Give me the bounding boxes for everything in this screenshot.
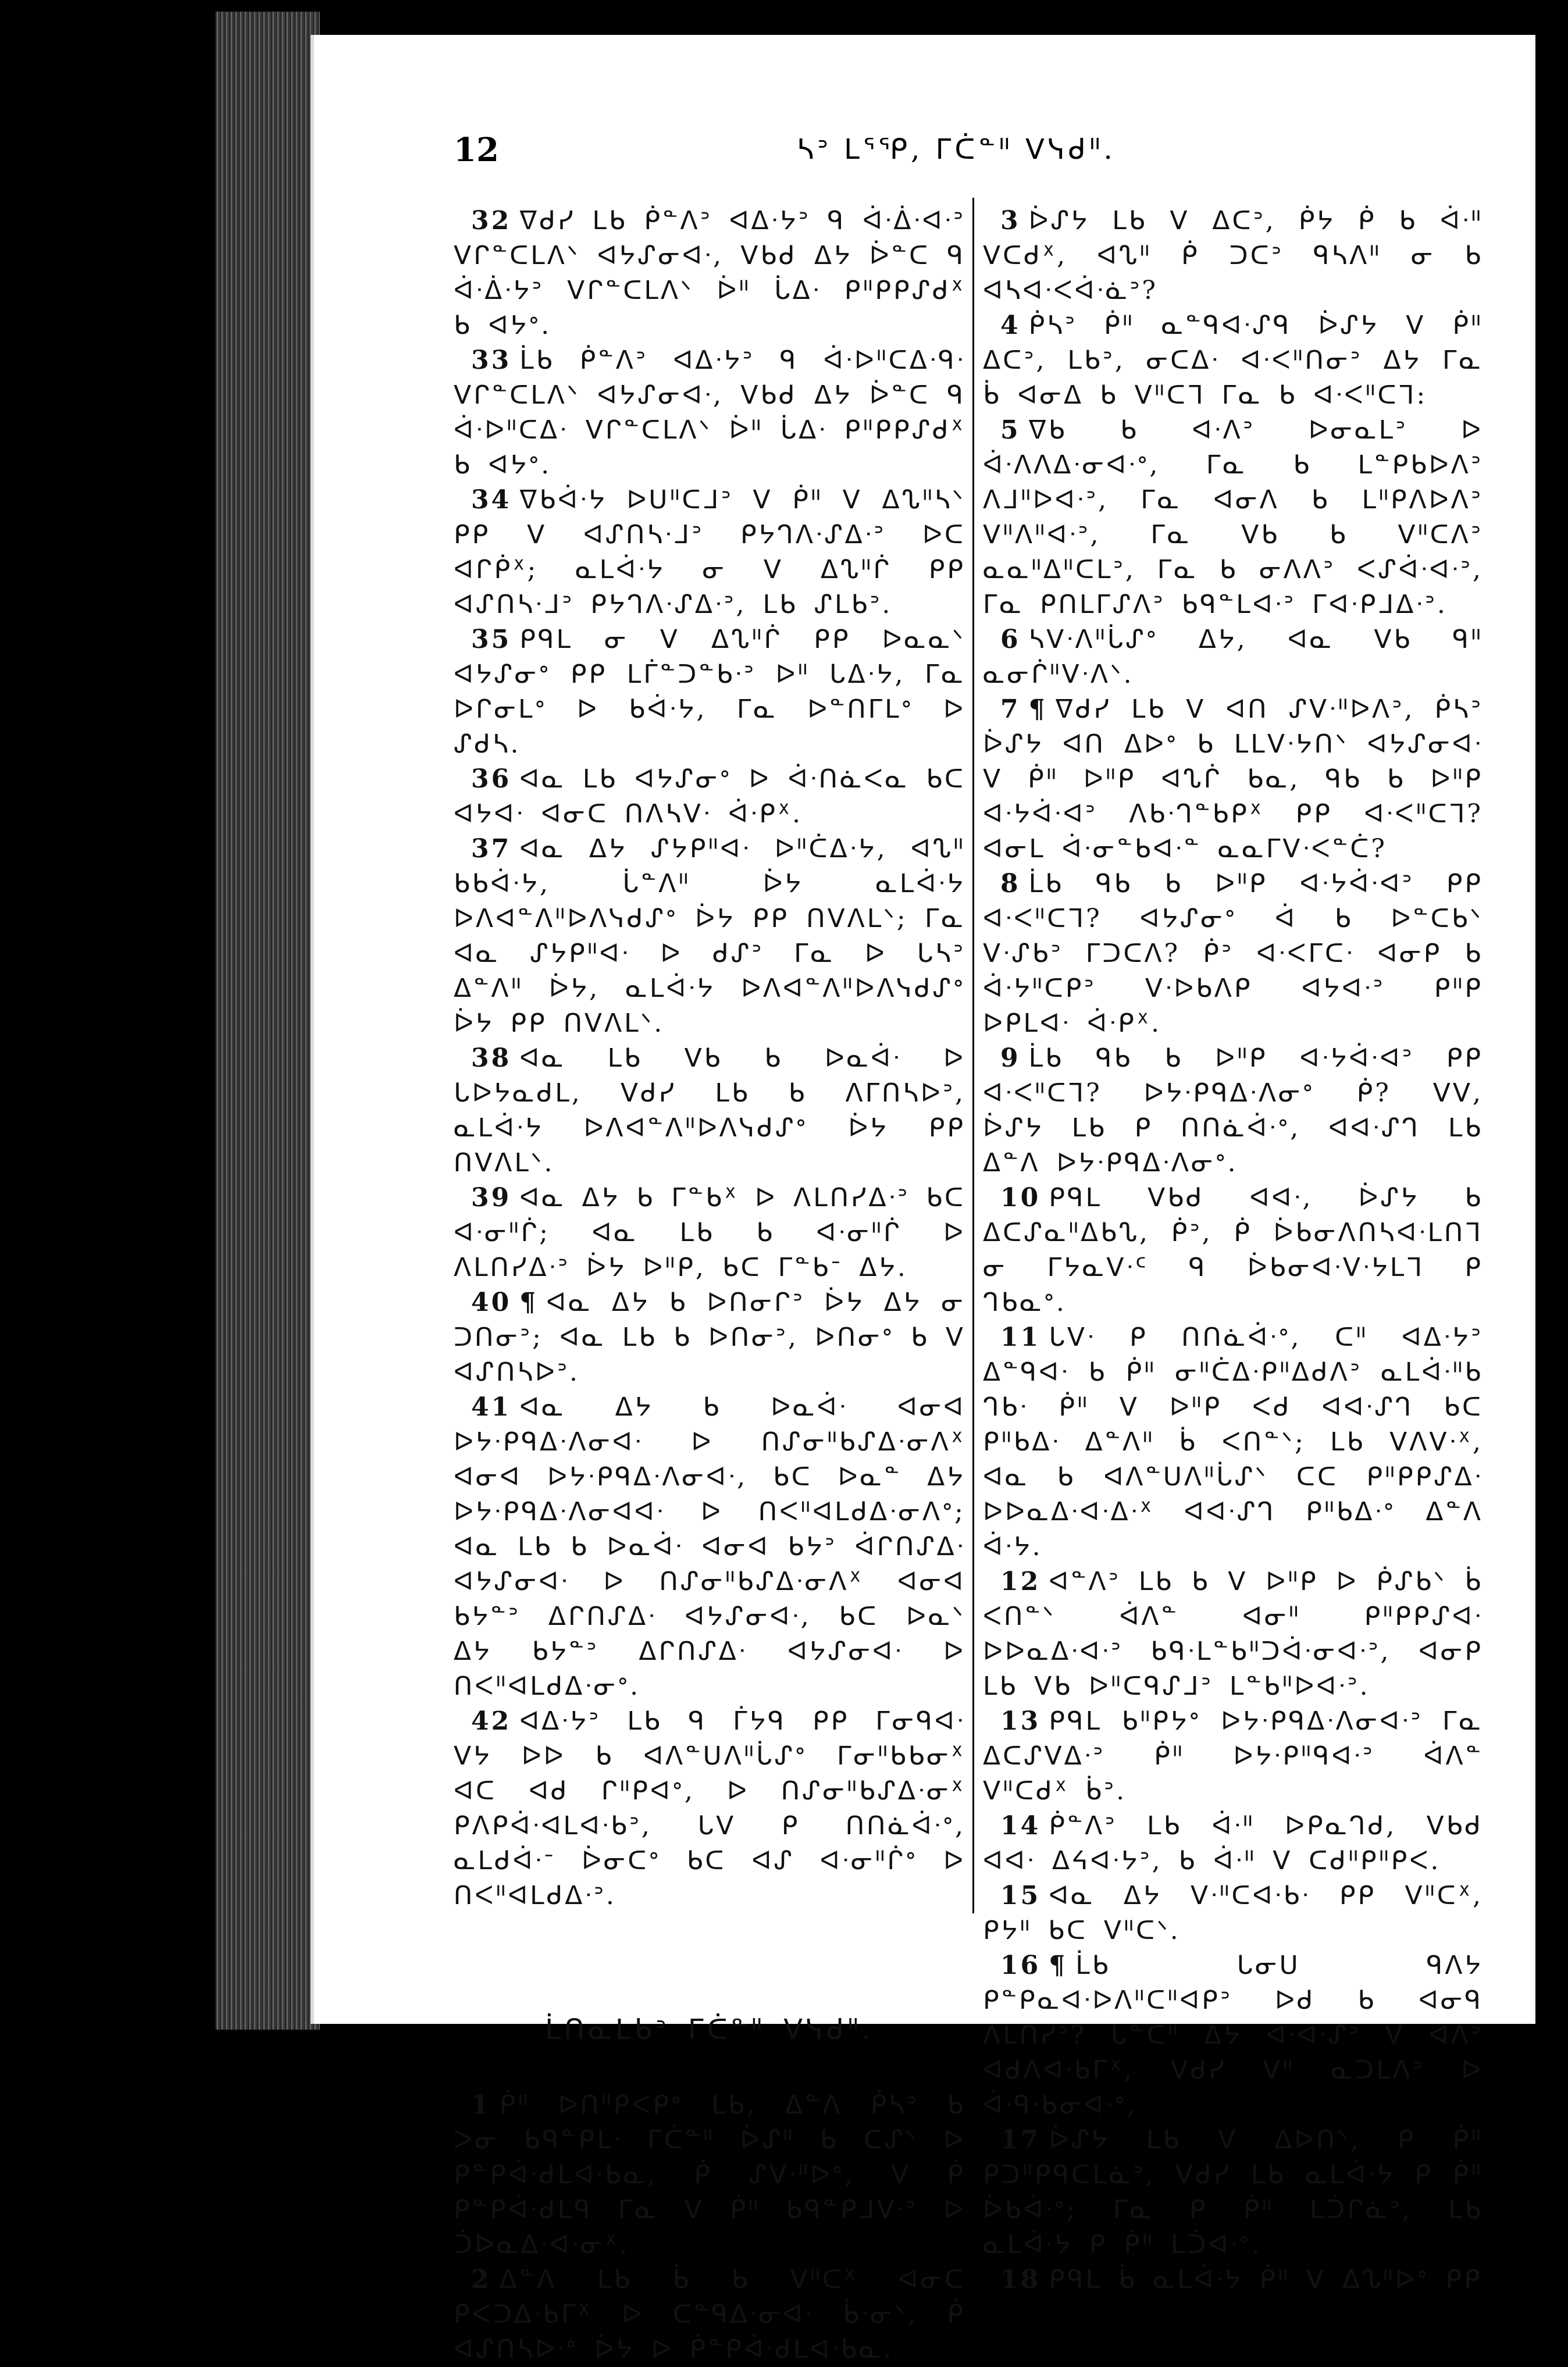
verse-text: ᒫᑲ ᒐᓂᑌ ᑫᐱᔭ ᑭᓐᑭᓇᐊᐧᐅᐱᐦᑕᐦᐊᑭᐣ ᐅᑯ ᑲ ᐊᓂᑫ ᐱᒪᑎᓯᐣ? ᒐᓐᑕᐦ ᐃᔭ ᐊᐧᐊᐧᔑᐣ ᐯ ᐊᐱᐣ ᐊᑯᐱᐊᐧᑲᒥᕽ, ᐯᑯᓯ ᐯᐦ ᓇᑐᒪᐱᐣ ᐅ ᐋᐧᑫᐧᑲᓂᐊᐧᐤ, bbox=[983, 1951, 1483, 2120]
verse bbox=[454, 2262, 965, 2367]
verse bbox=[983, 2262, 1483, 2297]
verse-text: ᑭᑫᒪ ᑲᐦᑭᔭᐤ ᐅᔭᐧᑭᑫᐃᐧᐱᓂᐊᐧᐣ ᒥᓇ ᐃᑕᔑᐯᐃᐧᐣ ᑮᐦ ᐅᔭᐧᑭᐦᑫᐊᐧᐣ ᐋᐱᓐ ᐯᐦᑕᑯᕽ ᑳᐣ. bbox=[983, 1706, 1483, 1806]
verse-text: ᐊᓇ ᒪᑲ ᐊᔭᔑᓂᐤ ᐅ ᐋᐧᑎᓈᐸᓇ ᑲᑕ ᐊᔭᐊᐧ ᐊᓂᑕ ᑎᐱᓴᐯᐧ ᐋᐧᑭᕽ. bbox=[454, 764, 965, 829]
verse-number: 4 bbox=[1000, 311, 1021, 340]
verse bbox=[983, 622, 1483, 692]
verse bbox=[454, 1390, 965, 1704]
verse bbox=[454, 343, 965, 483]
verse bbox=[983, 413, 1483, 622]
verse-text: ᐁᑯᓯ ᒪᑲ ᑮᓐᐱᐣ ᐊᐃᐧᔭᐣ ᑫ ᐋᐧᐄᐧᐊᐧᐣ ᐯᒋᓐᑕᒪᐱᐠ ᐊᔭᔑᓂᐊᐧ, ᐯᑲᑯ ᐃᔭ ᐆᓐᑕ ᑫ ᐋᐧᐄᐧᔭᐣ ᐯᒋᓐᑕᒪᐱᐠ ᐆᐦ ᒑᐃᐧ ᑭᐦᑭᑭᔑᑯᕽ ᑲ ᐊᔭᐤ. bbox=[454, 206, 965, 340]
verse bbox=[454, 622, 965, 762]
left-column bbox=[454, 204, 965, 2367]
verse-text: ᐊᐃᐧᔭᐣ ᒪᑲ ᑫ ᒦᔭᑫ ᑭᑭ ᒥᓂᑫᐊᐧ ᐯᔭ ᐅᐅ ᑲ ᐊᐱᓐᑌᐱᐦᒑᔑᐤ ᒥᓂᐦᑲᑲᓂᕽ ᐊᑕ ᐊᑯ ᒋᐦᑭᐊᐤ, ᐅ ᑎᔑᓂᐦᑲᔑᐃᐧᓂᕽ ᑭᐱᑭᐋᐧᐊᒪᐊᐧᑲᐣ, ᒐᐯ ᑭ ᑎᑎᓈᐋᐧᐤ, ᓇᒪᑯᐋᐧᐨ ᐆᓂᑕᐤ ᑲᑕ ᐊᔑ ᐊᐧᓂᐦᒌᐤ ᐅ ᑎᐸᐦᐊᒪᑯᐃᐧᐣ. bbox=[454, 1706, 966, 1910]
verse bbox=[983, 692, 1483, 867]
verse-number: 34 bbox=[471, 485, 512, 515]
verse bbox=[454, 1704, 965, 1913]
verse bbox=[983, 1878, 1483, 1948]
verse bbox=[454, 1041, 965, 1181]
verse-text: ᑭᑫᒪ ᐯᑲᑯ ᐊᐊᐧ, ᐆᔑᔭ ᑲ ᐃᑕᔑᓇᐦᐃᑲᔐ, ᑮᐣ, ᑮ ᐆᑲᓂᐱᑎᓴᐊᐧᒪᑎᒣ ᓂ ᒥᔭᓇᐯᐧᑦ ᑫ ᐆᑲᓂᐊᐧᐯᐧᔭᒪᒣ ᑭ ᒉᑲᓇᐤ. bbox=[983, 1183, 1483, 1317]
verse-number: 18 bbox=[1000, 2265, 1041, 2294]
verse-text: ᐁᑯᓯ ᒪᑲ ᐯ ᐊᑎ ᔑᐯᐧᐦᐅᐱᐣ, ᑮᓴᐣ ᐆᔑᔭ ᐊᑎ ᐃᐅᐤ ᑲ ᒪᒪᐯᐧᔭᑎᐠ ᐊᔭᔑᓂᐊᐧ ᐯ ᑮᐦ ᐅᐦᑭ ᐊᔐᒌ ᑲᓇ, ᑫᑲ ᑲ ᐅᐦᑭ ᐊᐧᔭᐋᐧᐊᐣ ᐱᑲᐧᒉᓐᑲᑭᕽ ᑭᑭ ᐊᐧᐸᐦᑕᒣ? ᐊᓂᒪ ᐋᐧᓂᓐᑲᐊᐧᓐ ᓇᓇᒥᐯᐧᐸᓐᑖ? bbox=[983, 694, 1483, 864]
verse-text: ᒐᐯᐧ ᑭ ᑎᑎᓈᐋᐧᐤ, ᑕᐦ ᐊᐃᐧᔭᐣ ᐃᓐᑫᐊᐧ ᑲ ᑮᐦ ᓂᐦᑖᐃᐧᑭᐦᐃᑯᐱᐣ ᓇᒪᐋᐧᐦᑲ ᒉᑲᐧ ᑮᐦ ᐯ ᐅᐦᑭ ᐸᑯ ᐊᐊᐧᔑᒉ ᑲᑕ ᑭᐦᑲᐃᐧ ᐃᓐᐱᐦ ᑳ ᐸᑎᓐᐠ; ᒪᑲ ᐯᐱᐯᐧᕽ, ᐊᓇ ᑲ ᐊᐱᓐᑌᐱᐦᒑᔑᐠ ᑕᑕ ᑭᐦᑭᑭᔑᐃᐧ ᐅᐅᓇᐃᐧᐊᐧᐃᐧᕽ ᐊᐊᐧᔑᒉ ᑭᐦᑲᐃᐧᐤ ᐃᓐᐱ ᐋᐧᔭ. bbox=[983, 1322, 1483, 1562]
book-page-edges bbox=[215, 12, 320, 2030]
verse-number: 37 bbox=[471, 834, 512, 864]
verse-text: ᐊᓇ ᐃᔭ ᑲ ᐅᑎᓂᒋᐣ ᐆᔭ ᐃᔭ ᓂ ᑐᑎᓂᐣ; ᐊᓇ ᒪᑲ ᑲ ᐅᑎᓂᐣ, ᐅᑎᓂᐤ ᑲ ᐯ ᐊᔑᑎᓴᐅᐣ. bbox=[454, 1288, 965, 1387]
verse bbox=[454, 762, 965, 832]
chapter-title: ᒫᑎᓇᒪᑲᐣ ᒥᑖᓐᐦ ᐯᓭᑯᐦ. bbox=[545, 2013, 874, 2046]
verse bbox=[454, 2088, 965, 2262]
right-verses bbox=[983, 204, 1483, 2297]
verse-text: ᐊᓇ ᐃᔭ ᑲ ᒥᓐᑲᕽ ᐅ ᐱᒪᑎᓯᐃᐧᐣ ᑲᑕ ᐊᐧᓂᐦᒌ; ᐊᓇ ᒪᑲ ᑲ ᐊᐧᓂᐦᒌ ᐅ ᐱᒪᑎᓯᐃᐧᐣ ᐆᔭ ᐅᐦᑭ, ᑲᑕ ᒥᓐᑲᐨ ᐃᔭ. bbox=[454, 1183, 966, 1282]
verse bbox=[454, 832, 965, 1041]
verse-number: 2 bbox=[471, 2265, 491, 2294]
verse-number: 10 bbox=[1000, 1183, 1041, 1213]
verse-text: ᒫᑲ ᑫᑲ ᑲ ᐅᐦᑭ ᐊᐧᔭᐋᐧᐊᐣ ᑭᑭ ᐊᐧᐸᐦᑕᒣ? ᐅᔭᐧᑭᑫᐃᐧᐱᓂᐤ ᑮ? ᐯᐯ, ᐆᔑᔭ ᒪᑲ ᑭ ᑎᑎᓈᐋᐧᐤ, ᐊᐊᐧᔑᒉ ᒪᑲ ᐃᓐᐱ ᐅᔭᐧᑭᑫᐃᐧᐱᓂᐤ. bbox=[983, 1043, 1483, 1178]
verse-number: 8 bbox=[1000, 869, 1021, 899]
verse-number: 35 bbox=[471, 625, 512, 654]
verse-number: 36 bbox=[471, 764, 512, 794]
verse-number: 33 bbox=[471, 345, 512, 375]
verse-text: ᑮᓴᐣ ᑮᐦ ᓇᓐᑫᐊᐧᔑᑫ ᐆᔑᔭ ᐯ ᑮᐦ ᐃᑕᐣ, ᒪᑲᐣ, ᓂᑕᐃᐧ ᐊᐧᐸᐦᑎᓂᐣ ᐃᔭ ᒥᓇ ᑳ ᐊᓂᐃ ᑲ ᐯᐦᑕᒣ ᒥᓇ ᑲ ᐊᐧᐸᐦᑕᒣ: bbox=[983, 311, 1483, 410]
verse bbox=[983, 1948, 1483, 2123]
verse-text: ᐁᑲᐋᐧᔭ ᐅᑌᐦᑕᒧᐣ ᐯ ᑮᐦ ᐯ ᐃᔐᐦᓴᐠ ᑭᑭ ᐯ ᐊᔑᑎᓴᐧᒧᐣ ᑭᔭᒉᐱᐧᔑᐃᐧᐣ ᐅᑕ ᐊᒋᑮᕽ; ᓇᒪᐋᐧᔭ ᓂ ᐯ ᐃᔐᐦᒌ ᑭᑭ ᐊᔑᑎᓴᐧᒧᐣ ᑭᔭᒉᐱᐧᔑᐃᐧᐣ, ᒪᑲ ᔑᒪᑲᐣ. bbox=[454, 485, 965, 619]
left-verses-after bbox=[454, 2088, 965, 2367]
verse-number: 41 bbox=[471, 1392, 512, 1422]
paragraph-mark: ¶ bbox=[519, 1288, 539, 1317]
verse-text: ᐆᔑᔭ ᒪᑲ ᐯ ᐃᑕᐣ, ᑮᔭ ᑮ ᑲ ᐋᐧᐦ ᐯᑕᑯᕽ, ᐊᔐᐦ ᑮ ᑐᑕᐣ ᑫᓴᐱᐦ ᓂ ᑲ ᐊᓴᐊᐧᐸᐋᐧᓈᐣ? bbox=[983, 206, 1483, 305]
verse-text: ᒫᑲ ᑮᓐᐱᐣ ᐊᐃᐧᔭᐣ ᑫ ᐋᐧᐅᐦᑕᐃᐧᑫᐧ ᐯᒋᓐᑕᒪᐱᐠ ᐊᔭᔑᓂᐊᐧ, ᐯᑲᑯ ᐃᔭ ᐆᓐᑕ ᑫ ᐋᐧᐅᐦᑕᐃᐧ ᐯᒋᓐᑕᒪᐱᐠ ᐆᐦ ᒑᐃᐧ ᑭᐦᑭᑭᔑᑯᕽ ᑲ ᐊᔭᐤ. bbox=[454, 345, 965, 480]
verse bbox=[454, 483, 965, 622]
verse bbox=[983, 1704, 1483, 1809]
verse-number: 9 bbox=[1000, 1043, 1021, 1073]
verse-number: 11 bbox=[1000, 1322, 1041, 1352]
verse-number: 12 bbox=[1000, 1567, 1041, 1596]
verse-number: 17 bbox=[1000, 2125, 1041, 2155]
verse bbox=[983, 1181, 1483, 1320]
verse-number: 42 bbox=[471, 1706, 512, 1736]
verse-number: 13 bbox=[1000, 1706, 1041, 1736]
verse bbox=[983, 308, 1483, 413]
verse bbox=[983, 1564, 1483, 1704]
verse-text: ᑮᓐᐱᐣ ᒪᑲ ᐋᐧᐦ ᐅᑭᓇᒉᑯ, ᐯᑲᑯ ᐊᐊᐧ ᐃᔦᐊᐧᔭᐣ, ᑲ ᐋᐧᐦ ᐯ ᑕᑯᐦᑭᐦᑭᐸ. bbox=[983, 1811, 1483, 1876]
verse bbox=[983, 867, 1483, 1041]
verse-text: ᑭᑫᒪ ᓂ ᐯ ᐃᔐᐦᒌ ᑭᑭ ᐅᓇᓇᐠ ᐊᔭᔑᓂᐤ ᑭᑭ ᒪᒦᓐᑐᓐᑲᐧᐣ ᐅᐦ ᒐᐃᐧᔭ, ᒥᓇ ᐅᒋᓂᒪᐤ ᐅ ᑲᐋᐧᔭ, ᒥᓇ ᐅᓐᑎᒥᒪᐤ ᐅ ᔑᑯᓴ. bbox=[454, 625, 965, 759]
verse bbox=[454, 1285, 965, 1390]
verse-number: 6 bbox=[1000, 625, 1021, 654]
verse-number: 39 bbox=[471, 1183, 512, 1213]
paragraph-mark: ¶ bbox=[1028, 694, 1047, 724]
paragraph-mark: ¶ bbox=[1049, 1951, 1068, 1980]
verse-number: 3 bbox=[1000, 206, 1021, 236]
right-column bbox=[983, 204, 1483, 2297]
verse-text: ᐃᓐᐱ ᒪᑲ ᑳ ᑲ ᐯᐦᑕᕽ ᐊᓂᑕ ᑭᐸᑐᐃᐧᑲᒥᕽ ᐅ ᑕᓐᑫᐃᐧᓂᐊᐧ ᑳᐧᓂᐠ, ᑮ ᐊᔑᑎᓴᐅᐧᐤ ᐆᔭ ᐅ ᑮᓐᑭᐋᐧᑯᒪᐊᐧᑲᓇ. bbox=[454, 2265, 965, 2364]
verse bbox=[983, 1320, 1483, 1564]
verse-text: ᑮᐦ ᐅᑎᐦᑭᐸᑭᐤ ᒪᑲ, ᐃᓐᐱ ᑮᓴᐣ ᑲ ᐳᓂ ᑲᑫᓐᑭᒪᐧ ᒥᑖᓐᐦ ᐆᔑᐦ ᑲ ᑕᔑᐠ ᐅ ᑭᓐᑭᐋᐧᑯᒪᐊᐧᑲᓇ, ᑮ ᔑᐯᐧᐦᐅᐤ, ᐯ ᑮ ᑭᓐᑭᐋᐧᑯᒪᑫ ᒥᓇ ᐯ ᑮᐦ ᑲᑫᓐᑭᒧᐯᐧᐣ ᐅ ᑑᐅᓇᐃᐧᐊᐧᓂᕽ. bbox=[454, 2090, 965, 2259]
verse-number: 5 bbox=[1000, 415, 1021, 445]
scan-edge bbox=[1551, 0, 1568, 2075]
left-verses bbox=[454, 204, 965, 1913]
verse-text: ᑭᑫᒪ ᑳ ᓇᒪᐋᐧᔭ ᑮᐦ ᐯ ᐃᔐᐦᐅᐤ ᑭᑭ bbox=[1049, 2265, 1483, 2294]
running-head bbox=[314, 125, 1535, 177]
verse-text: ᓴᐯᐧᐱᐦᒑᔑᐤ ᐃᔭ, ᐊᓇ ᐯᑲ ᑫᐦ ᓇᓂᒌᐦᐯᐧᐱᐠ. bbox=[983, 625, 1483, 689]
verse-text: ᐆᔑᔭ ᒪᑲ ᐯ ᐃᐅᑎᐠ, ᑭ ᑮᐦ ᑭᑐᐦᑭᑫᑕᒪᓈᐣ, ᐯᑯᓯ ᒪᑲ ᓇᒪᐋᐧᔭ ᑭ ᑮᐦ ᐆᑲᐋᐧᐤ; ᒥᓇ ᑭ ᑮᐦ ᒪᑑᒋᓈᐣ, ᒪᑲ ᓇᒪᐋᐧᔭ ᑭ ᑮᐦ ᒪᑑᐊᐧᐤ. bbox=[983, 2125, 1483, 2259]
verse-number: 38 bbox=[471, 1043, 512, 1073]
verse-text: ᐁᑲ ᑲ ᐊᐧᐱᐣ ᐅᓂᓇᒪᐣ ᐅ ᐋᐧᐱᐱᐃᐧᓂᐊᐧᐤ, ᒥᓇ ᑲ ᒪᓐᑭᑲᐅᐱᐣ ᐱᒧᐦᐅᐊᐧᐣ, ᒥᓇ ᐊᓂᐱ ᑲ ᒪᐦᑭᐱᐅᐱᐣ ᐯᐦᐱᐦᐊᐧᐣ, ᒥᓇ ᐯᑲ ᑲ ᐯᐦᑕᐱᐣ ᓇᓇᐦᐃᐦᑕᒪᐣ, ᒥᓇ ᑲ ᓂᐱᐱᐣ ᐸᔑᐋᐧᐊᐧᐣ, ᒥᓇ ᑭᑎᒪᒥᔑᐱᐣ ᑲᑫᓐᒪᐊᐧᐣ ᒥᐊᐧᑭᒧᐃᐧᐣ. bbox=[983, 415, 1483, 619]
verse-number: 14 bbox=[1000, 1811, 1041, 1841]
verse bbox=[983, 2123, 1483, 2262]
verse bbox=[454, 1181, 965, 1285]
verse bbox=[454, 204, 965, 343]
verse-number: 32 bbox=[471, 206, 512, 236]
book-page bbox=[314, 35, 1535, 2364]
running-title: ᓴᐣ ᒪᕐᕿ, ᒥᑖᓐᐦ ᐯᓭᑯᐦ. bbox=[797, 133, 1116, 166]
verse bbox=[983, 1041, 1483, 1181]
verse-text: ᐊᓇ ᐃᔭ ᑲ ᐅᓇᐋᐧ ᐊᓂᐊ ᐅᔭᐧᑭᑫᐃᐧᐱᓂᐊᐧ ᐅ ᑎᔑᓂᐦᑲᔑᐃᐧᓂᐱᕽ ᐊᓂᐊ ᐅᔭᐧᑭᑫᐃᐧᐱᓂᐊᐧ, ᑲᑕ ᐅᓇᓐ ᐃᔭ ᐅᔭᐧᑭᑫᐃᐧᐱᓂᐊᐊᐧ ᐅ ᑎᐸᐦᐊᒪᑯᐃᐧᓂᐱᐤ; ᐊᓇ ᒪᑲ ᑲ ᐅᓇᐋᐧ ᐊᓂᐊ ᑲᔭᐣ ᐋᒋᑎᔑᐃᐧ ᐊᔭᔑᓂᐊᐧ ᐅ ᑎᔑᓂᐦᑲᔑᐃᐧᓂᐱᕽ ᐊᓂᐊ ᑲᔭᓐᐣ ᐃᒋᑎᔑᐃᐧ ᐊᔭᔑᓂᐊᐧ, ᑲᑕ ᐅᓇᐠ ᐃᔭ ᑲᔭᓐᐣ ᐃᒋᑎᔑᐃᐧ ᐊᔭᔑᓂᐊᐧ ᐅ ᑎᐸᐦᐊᒪᑯᐃᐧᓂᐤ. bbox=[454, 1392, 965, 1701]
verse-text: ᐊᓇ ᐃᔭ ᔑᔭᑭᐦᐊᐧ ᐅᐦᑖᐃᐧᔭ, ᐊᔐᐦ ᑲᑲᐋᐧᔭ, ᒑᓐᐱᐦ ᐆᔭ ᓇᒪᐋᐧᔭ ᐅᐱᐊᓐᐱᐦᐅᐱᓭᑯᔑᐤ ᐆᔭ ᑭᑭ ᑎᐯᐱᒪᐠ; ᒥᓇ ᐊᓇ ᔑᔭᑭᐦᐊᐧ ᐅ ᑯᔑᐣ ᒥᓇ ᐅ ᒐᓴᐣ ᐃᓐᐱᐦ ᐆᔭ, ᓇᒪᐋᐧᔭ ᐅᐱᐊᓐᐱᐦᐅᐱᓭᑯᔑᐤ ᐆᔭ ᑭᑭ ᑎᐯᐱᒪᐠ. bbox=[454, 834, 965, 1038]
verse-number: 1 bbox=[471, 2090, 491, 2120]
verse-text: ᐊᓐᐱᐣ ᒪᑲ ᑲ ᐯ ᐅᐦᑭ ᐅ ᑮᔑᑲᐠ ᑳ ᐸᑎᓐᐠ ᐋᐱᓐ ᐊᓂᐦ ᑭᐦᑭᑭᔑᐊᐧ ᐅᐅᓇᐃᐧᐊᐧᐣ ᑲᑫᐧᒪᓐᑲᐦᑐᐋᐧᓂᐊᐧᐣ, ᐊᓂᑭ ᒪᑲ ᐯᑲ ᐅᐦᑕᑫᔑᒧᐣ ᒪᓐᑲᐦᐅᐊᐧᐣ. bbox=[983, 1567, 1483, 1701]
verse-number: 15 bbox=[1000, 1881, 1041, 1910]
verse-text: ᐊᓇ ᒪᑲ ᐯᑲ ᑲ ᐅᓇᐋᐧ ᐅ ᒐᐅᔭᓇᑯᒪ, ᐯᑯᓯ ᒪᑲ ᑲ ᐱᒥᑎᓴᐅᐣ, ᓇᒪᐋᐧᔭ ᐅᐱᐊᓐᐱᐦᐅᐱᓭᑯᔑᐤ ᐆᔭ ᑭᑭ ᑎᐯᐱᒪᐠ. bbox=[454, 1043, 965, 1178]
verse-number: 40 bbox=[471, 1288, 512, 1317]
verse-number: 16 bbox=[1000, 1951, 1041, 1980]
verse-number: 7 bbox=[1000, 694, 1021, 724]
verse bbox=[983, 204, 1483, 308]
verse-text: ᒫᑲ ᑫᑲ ᑲ ᐅᐦᑭ ᐊᐧᔭᐋᐧᐊᐣ ᑭᑭ ᐊᐧᐸᐦᑕᒣ? ᐊᔭᔑᓂᐤ ᐋ ᑲ ᐅᓐᑕᑲᐠ ᐯᐧᔑᑲᐣ ᒥᑐᑕᐱ? ᑮᐣ ᐊᐧᐸᒥᑕᐧ ᐊᓂᑭ ᑲ ᐋᐧᔭᐦᑕᑭᐣ ᐯᐧᐅᑲᐱᑭ ᐊᔭᐊᐧᐣ ᑭᐦᑭ ᐅᑭᒪᐊᐧ ᐋᐧᑭᕽ. bbox=[983, 869, 1483, 1038]
page-number: 12 bbox=[454, 131, 499, 169]
column-rule bbox=[972, 198, 974, 1913]
verse bbox=[983, 1809, 1483, 1878]
verse-text: ᐊᓇ ᐃᔭ ᐯᐧᐦᑕᐊᐧᑲᐧ ᑭᑭ ᐯᐦᑕᕽ, ᑭᔭᐦ ᑲᑕ ᐯᐦᑕᐠ. bbox=[983, 1881, 1483, 1945]
